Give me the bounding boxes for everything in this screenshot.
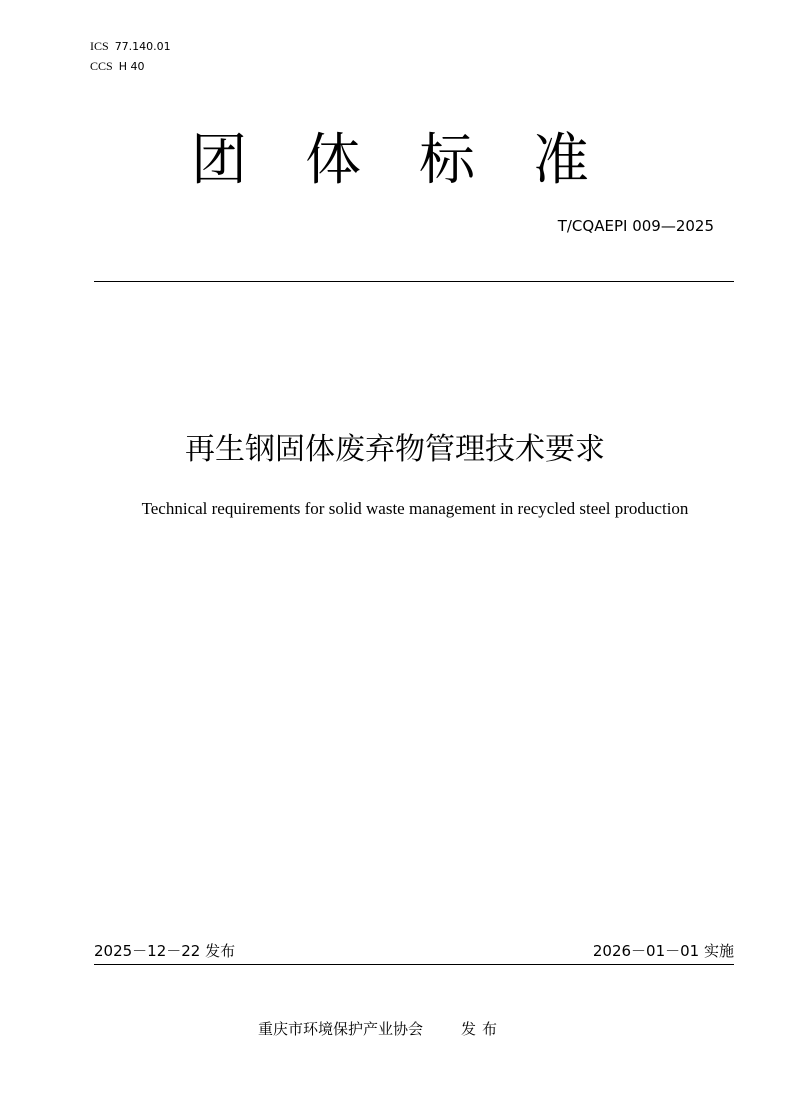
top-divider bbox=[94, 281, 734, 282]
publisher-line bbox=[258, 1019, 503, 1039]
implementation-date: 2026－01－01 实施 bbox=[592, 942, 734, 960]
title-english: Technical requirements for solid waste management in recycled steel production bbox=[141, 499, 689, 518]
ccs-value: H 40 bbox=[118, 60, 145, 73]
ccs-label: CCS bbox=[90, 59, 113, 73]
ics-value: 77.140.01 bbox=[114, 40, 171, 53]
ics-classification bbox=[90, 39, 171, 54]
document-type-heading: 团体标准 bbox=[191, 128, 647, 193]
publisher-action: 发布 bbox=[461, 1020, 504, 1038]
bottom-divider bbox=[94, 964, 734, 965]
title-chinese: 再生钢固体废弃物管理技术要求 bbox=[185, 432, 605, 467]
issue-date: 2025－12－22 发布 bbox=[94, 942, 236, 960]
standard-number: T/CQAEPI 009—2025 bbox=[557, 217, 714, 235]
ccs-classification bbox=[90, 59, 144, 74]
publisher-name: 重庆市环境保护产业协会 bbox=[258, 1020, 424, 1038]
ics-label: ICS bbox=[90, 39, 109, 53]
